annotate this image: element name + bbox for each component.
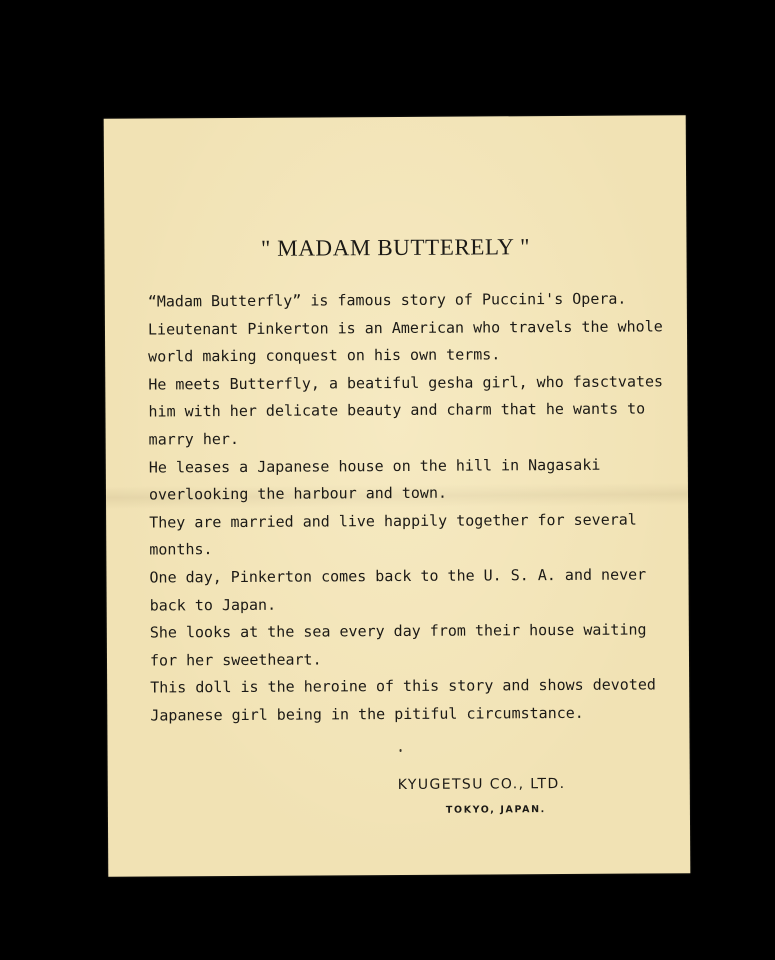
story-line: She looks at the sea every day from their house waiting	[149, 620, 647, 642]
company-location: TOKYO, JAPAN.	[445, 804, 546, 816]
story-line: They are married and live happily together for several	[149, 510, 637, 532]
paper-sheet	[104, 115, 691, 877]
company-name: KYUGETSU CO., LTD.	[397, 775, 566, 794]
story-line: him with her delicate beauty and charm that he wants to	[148, 399, 646, 421]
story-line: Japanese girl being in the pitiful circumstance.	[150, 703, 584, 725]
story-text	[148, 285, 671, 730]
story-line: Lieutenant Pinkerton is an American who travels the whole	[147, 316, 663, 339]
story-line: months.	[149, 540, 213, 559]
story-line: overlooking the harbour and town.	[148, 483, 448, 504]
story-line: This doll is the heroine of this story and shows devoted	[150, 675, 656, 697]
ink-speck	[400, 749, 402, 752]
document-title: " MADAM BUTTERELY "	[260, 234, 531, 261]
story-line: He leases a Japanese house on the hill in Nagasaki	[148, 455, 601, 477]
story-line: back to Japan.	[149, 595, 277, 615]
story-line: One day, Pinkerton comes back to the U. S. A. and never	[149, 565, 647, 587]
story-line: “Madam Butterfly” is famous story of Puccini's Opera.	[147, 289, 627, 311]
story-line: marry her.	[148, 429, 240, 449]
story-line: He meets Butterfly, a beatiful gesha girl, who fasctvates	[148, 372, 664, 394]
story-line: world making conquest on his own terms.	[148, 345, 501, 366]
story-line: for her sweetheart.	[149, 650, 322, 670]
